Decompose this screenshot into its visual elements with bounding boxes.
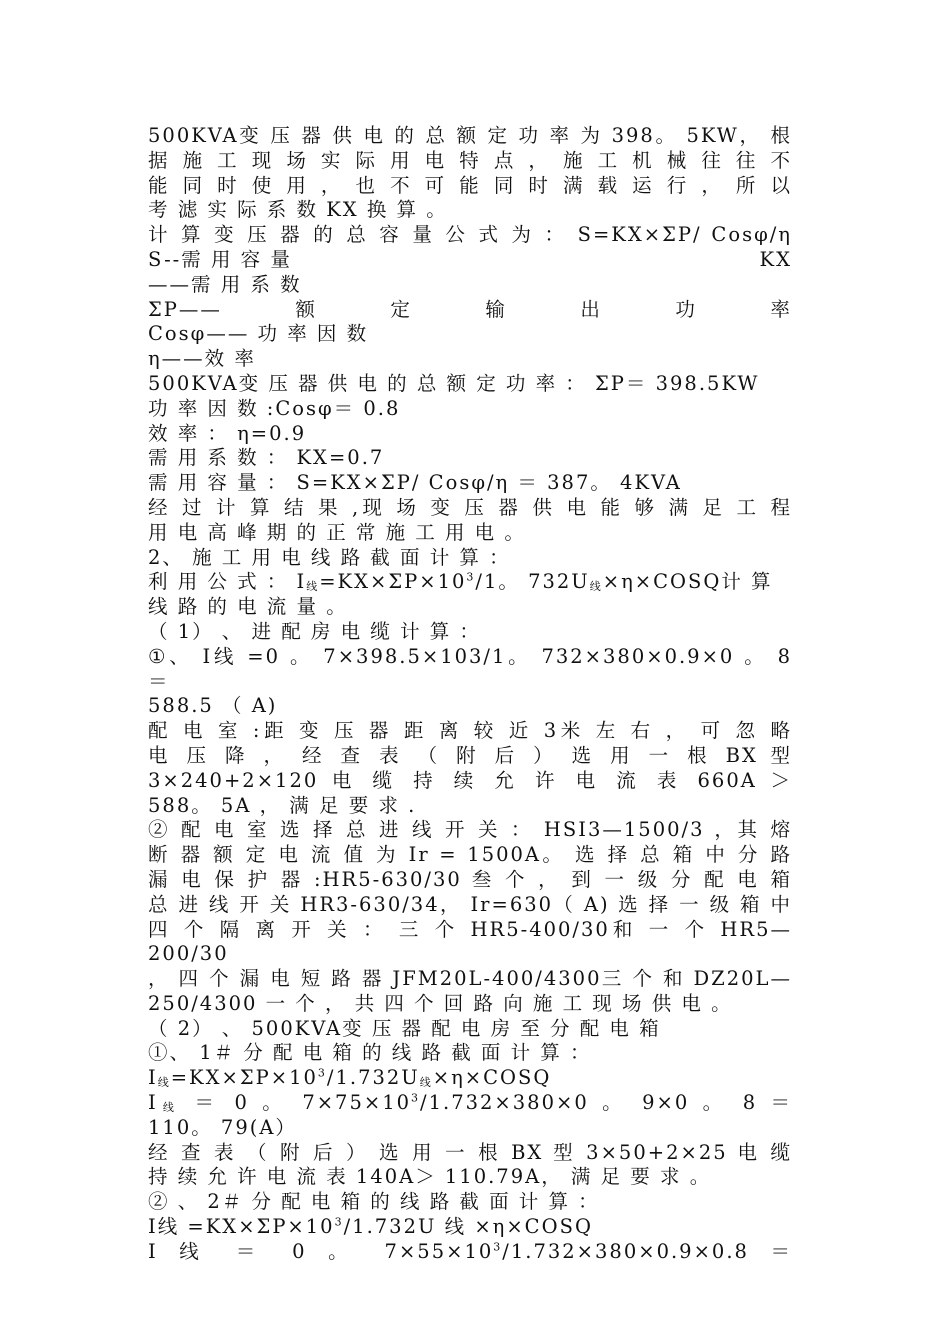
text-line: 总 进 线 开 关 HR3-630/34， Ir=630（ A) 选 择 一 级 箱 中 [148,892,792,916]
text-line: 能 同 时 使 用 ， 也 不 可 能 同 时 满 载 运 行 ， 所 以 [148,173,792,197]
formula-part: /1.732U [326,1066,420,1090]
text-line: 500KVA变 压 器 供 电 的 总 额 定 功 率 ： ΣP＝ 398.5KW [148,371,760,395]
definition-word: 输 [485,297,507,321]
definition-word: 定 [390,297,412,321]
subsection-heading: （ 1） 、 进 配 房 电 缆 计 算 ： [148,619,481,643]
section-heading: 2、 施 工 用 电 线 路 截 面 计 算 ： [148,545,511,569]
formula-line [148,1091,792,1116]
formula-line [148,1215,792,1240]
text-line: 效 率 ： η=0.9 [148,421,307,445]
text-line: 588。 5A ， 满 足 要 求 . [148,793,417,817]
definition-line: η——效 率 [148,347,256,371]
formula-line [148,1066,792,1091]
text-line: ， 四 个 漏 电 短 路 器 JFM20L-400/4300三 个 和 DZ20L— [148,967,792,991]
text-line: 588.5 （ A) [148,694,278,718]
formula-part: ＝ 0 。 7×75×10 [194,1091,412,1115]
definition-term: S--需 用 容 量 [148,247,292,271]
formula-part: ×η×COSQ [432,1066,552,1090]
text-line: 需 用 容 量 ： S=KX×ΣP/ Cosφ/η ＝ 387。 4KVA [148,471,682,495]
text-line: ①、 1＃ 分 配 电 箱 的 线 路 截 面 计 算 ： [148,1041,592,1065]
text-line: 500KVA变 压 器 供 电 的 总 额 定 功 率 为 398。 5KW， 根 [148,124,792,147]
superscript: 3 [411,1091,421,1105]
text-line: ② 、 2＃ 分 配 电 箱 的 线 路 截 面 计 算 ： [148,1190,600,1214]
formula-part: /1.732U 线 ×η×COSQ [343,1215,593,1239]
superscript: 3 [317,1066,327,1080]
formula-line: ①、 I线 =0 。 7×398.5×103/1。 732×380×0.9×0 。 8 ＝ [148,644,792,693]
text-line: 四 个 隔 离 开 关 ： 三 个 HR5-400/30和 一 个 HR5—200/30 [148,917,792,966]
formula-part: =KX×ΣP×10 [170,1066,318,1090]
formula-part: =KX×ΣP×10 [319,570,467,594]
text-line: 功 率 因 数 :Cosφ＝ 0.8 [148,396,401,420]
definition-word: 出 [580,297,602,321]
text-line: 持 续 允 许 电 流 表 140A＞ 110.79A， 满 足 要 求 。 [148,1165,712,1189]
text-line: ② 配 电 室 选 择 总 进 线 开 关 ： HSI3—1500/3 ，其 熔 [148,818,792,842]
subsection-heading: （ 2） 、 500KVA变 压 器 配 电 房 至 分 配 电 箱 [148,1016,661,1040]
formula-part: ×η×COSQ计 算 [602,570,773,594]
definition-line [148,298,792,323]
text-line: 110。 79(A） [148,1115,297,1139]
definition-word: 额 [295,297,317,321]
text-line: 据 施 工 现 场 实 际 用 电 特 点 ， 施 工 机 械 往 往 不 [148,148,792,172]
subscript: 线 [157,1101,182,1115]
definition-term: KX [759,247,792,271]
formula-part: I线 =KX×ΣP×10 [148,1215,335,1239]
formula-line [148,570,792,595]
text-line: 断 器 额 定 电 流 值 为 Ir = 1500A。 选 择 总 箱 中 分 路 [148,843,792,867]
text-line: 用 电 高 峰 期 的 正 常 施 工 用 电 。 [148,520,526,544]
text-line: 线 路 的 电 流 量 。 [148,595,348,619]
subscript: 线 [306,580,320,594]
definition-line: Cosφ—— 功 率 因 数 [148,322,369,346]
definition-line [148,248,792,273]
formula-part: /1。 732U [475,570,590,594]
formula-part: /1.732×380×0 。 9×0 。 8 ＝ [420,1091,793,1115]
text-line: 电 压 降 ， 经 查 表 （ 附 后 ） 选 用 一 根 BX 型 [148,743,792,767]
text-line: 250/4300 一 个 ， 共 四 个 回 路 向 施 工 现 场 供 电 。 [148,991,733,1015]
superscript: 3 [334,1215,344,1229]
text-line: 3×240+2×120 电 缆 持 续 允 许 电 流 表 660A ＞ [148,768,792,792]
text-line: 考 滤 实 际 系 数 KX 换 算 。 [148,198,448,222]
formula-part: 利 用 公 式 ： I [148,570,307,594]
superscript: 3 [493,1240,503,1254]
document-body [148,124,792,1265]
subscript: 线 [419,1076,433,1090]
subscript: 线 [589,580,603,594]
definition-word: 功 [675,297,697,321]
text-line: 经 查 表 （ 附 后 ） 选 用 一 根 BX 型 3×50+2×25 电 缆 [148,1140,792,1164]
formula-part: I 线 ＝ 0 。 7×55×10 [148,1239,494,1263]
formula-line [148,1240,792,1265]
text-line: 需 用 系 数 ： KX=0.7 [148,446,385,470]
superscript: 3 [466,570,476,584]
text-line: 经 过 计 算 结 果 ,现 场 变 压 器 供 电 能 够 满 足 工 程 [148,495,792,519]
formula-part: I [148,1091,158,1115]
definition-word: 率 [770,297,792,321]
definition-word: ΣP—— [148,297,222,321]
formula-part: I [148,1066,158,1090]
text-line: 配 电 室 :距 变 压 器 距 离 较 近 3米 左 右 ， 可 忽 略 [148,719,792,743]
subscript: 线 [157,1076,171,1090]
formula-part: /1.732×380×0.9×0.8 ＝ [502,1239,793,1263]
definition-line: ——需 用 系 数 [148,272,302,296]
formula-line: 计 算 变 压 器 的 总 容 量 公 式 为 ： S=KX×ΣP/ Cosφ/η [148,223,792,247]
text-line: 漏 电 保 护 器 :HR5-630/30 叁 个 ， 到 一 级 分 配 电 箱 [148,867,792,891]
